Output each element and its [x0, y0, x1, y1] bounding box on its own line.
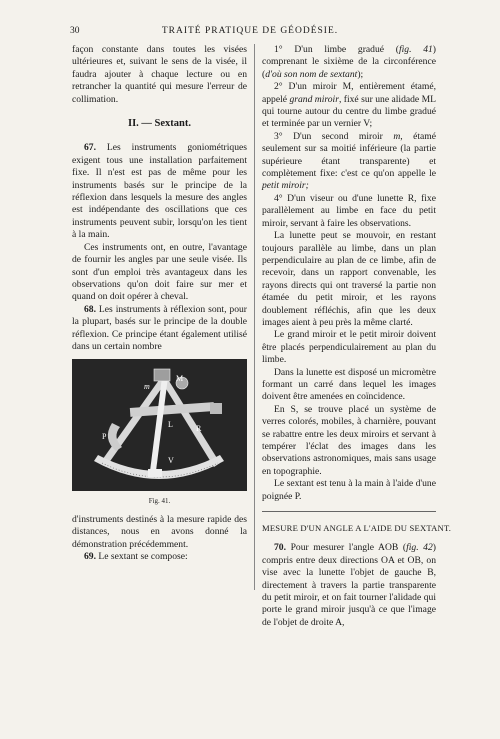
- paragraph-number: 70.: [274, 542, 286, 554]
- paragraph-text: Les instruments goniométriques exigent tous une installation parfaitement fixe. Il n'est est pas de même pour les instruments basés sur le principe de la réflexion dans lesquels la mesure des angles est indépendante des oscillations que ces instruments peuvent subir, lorsqu'on les tient à la main.: [72, 142, 247, 241]
- paragraph-number: 67.: [84, 142, 96, 154]
- paragraph-micrometer: Dans la lunette est disposé un micromètre formant un carré dans lequel les images doivent être amenées en coïncidence.: [262, 366, 436, 403]
- label-m: m: [144, 382, 150, 392]
- running-title: TRAITÉ PRATIQUE DE GÉODÉSIE.: [161, 26, 339, 36]
- label-L: L: [168, 420, 173, 430]
- paragraph-colored-glasses: En S, se trouve placé un système de verres colorés, mobiles, à charnière, pouvant se rabattre entre les deux miroirs et servant à tempérer l'éclat des images dans les observations astronomiques, mais sans usage en topographie.: [262, 403, 436, 477]
- label-M: M: [176, 374, 184, 384]
- paragraph-67b: Ces instruments ont, en outre, l'avantage de fournir les angles par une seule visée. Ils sont d'un emploi très avantageux dans les observations qu'on doit faire sur mer et quand on doit opérer à cheval.: [72, 241, 247, 303]
- paragraph-handle: Le sextant est tenu à la main à l'aide d'une poignée P.: [262, 478, 436, 502]
- paragraph-text: Le sextant se compose:: [98, 550, 188, 562]
- label-P: P: [102, 432, 107, 442]
- intro-paragraph: façon constante dans toutes les visées ultérieures et, suivant le sens de la visée, il faudra ajouter à chaque lecture ou en retrancher la quantité qui mesure l'erreur de collimation.: [72, 44, 247, 105]
- item-1: 1° D'un limbe gradué (fig. 41) comprenant le sixième de la circonférence (d'où son nom de sextant);: [262, 44, 436, 80]
- sextant-illustration: [72, 359, 247, 491]
- paragraph-number: 69.: [84, 550, 96, 562]
- paragraph-67: [72, 142, 247, 241]
- paragraph-68: [72, 304, 247, 354]
- figure-caption: Fig. 41.: [148, 497, 171, 506]
- page-header: [70, 26, 430, 40]
- right-column: [262, 44, 452, 629]
- column-divider: [254, 44, 255, 590]
- label-R: R: [196, 424, 202, 434]
- left-column: [72, 44, 247, 563]
- paragraph-after-figure: d'instruments destinés à la mesure rapide des distances, nous en avons donné la démonstration précédemment.: [72, 513, 247, 550]
- section-title: II. — Sextant.: [127, 118, 191, 130]
- rule: [262, 511, 436, 512]
- paragraph-text: Les instruments à réflexion sont, pour la plupart, basés sur le principe de la double réflexion. Ce principe étant également utilisé dans un certain nombre: [72, 303, 247, 352]
- item-2: 2° D'un miroir M, entièrement étamé, appelé grand miroir, fixé sur une alidade ML qui tourne autour du centre du limbe gradué et terminée par un vernier V;: [262, 81, 436, 130]
- page-number: 30: [70, 26, 80, 36]
- paragraph-mirrors: Le grand miroir et le petit miroir doivent être placés perpendiculairement au plan du limbe.: [262, 329, 436, 366]
- paragraph-lunette: La lunette peut se mouvoir, en restant toujours parallèle au limbe, dans un plan perpendiculaire au plan de ce limbe, afin de recevoir, dans un rapport convenable, les rayons directs qui ont traversé la partie non étamée du petit miroir, et les rayons doublement réfléchis, afin que les deux images aient à peu près la même clarté.: [262, 230, 436, 328]
- sextant-figure: [72, 359, 247, 491]
- paragraph-70: 70. Pour mesurer l'angle AOB (fig. 42) compris entre deux directions OA et OB, on vise avec la lunette l'objet de gauche B, directement à travers la partie transparente du petit miroir, et on fait tourner l'alidade qui porte le grand miroir jusqu'à ce que l'image de l'objet de droite A,: [262, 542, 436, 628]
- paragraph-number: 68.: [84, 303, 96, 315]
- paragraph-69: [72, 551, 247, 563]
- item-4: 4° D'un viseur ou d'une lunette R, fixe parallèlement au limbe en face du petit miroir, servant à faire les observations.: [262, 192, 436, 229]
- subsection-title: MESURE D'UN ANGLE A L'AIDE DU SEXTANT.: [262, 523, 452, 534]
- item-3: 3° D'un second miroir m, étamé seulement sur sa moitié inférieure (la partie supérieure étant transparente) et complètement fixe: c'est ce qu'on appelle le petit miroir;: [262, 130, 436, 192]
- label-V: V: [168, 456, 174, 466]
